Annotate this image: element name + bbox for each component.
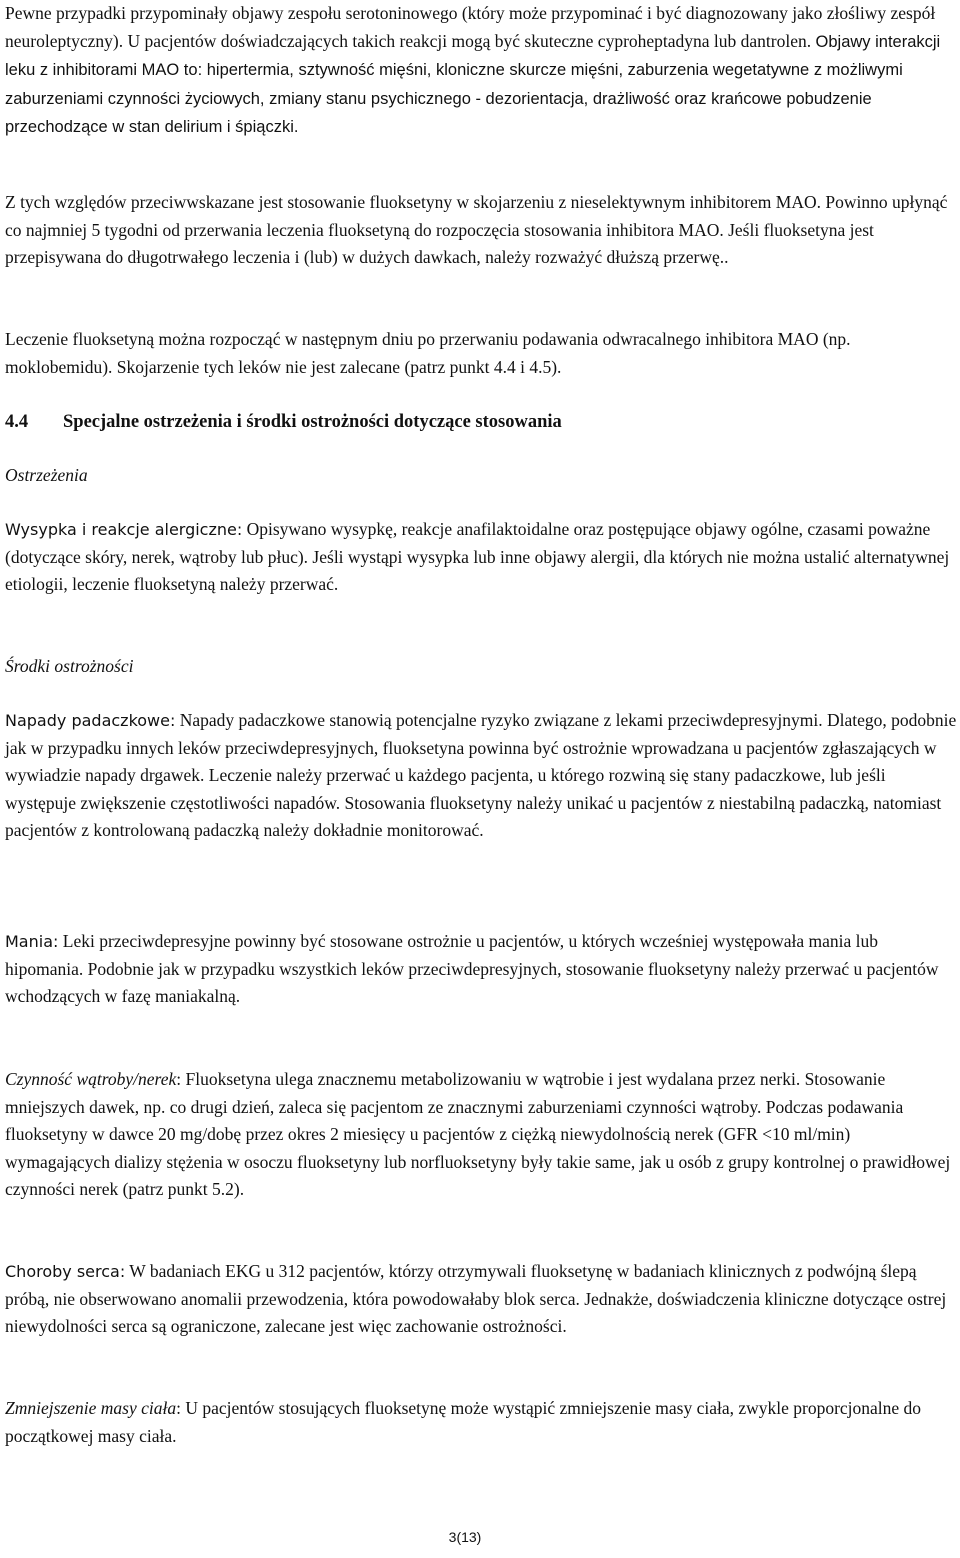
mania-paragraph <box>5 928 957 1011</box>
heart-label: Choroby serca: <box>5 1262 126 1281</box>
rash-label: Wysypka i reakcje alergiczne: <box>5 520 243 539</box>
warnings-heading: Ostrzeżenia <box>5 465 88 485</box>
serotonin-paragraph <box>5 0 957 142</box>
heart-text: W badaniach EKG u 312 pacjentów, którzy otrzymywali fluoksetynę w badaniach klinicznych z podwójną ślepą próbą, nie obserwowano anomalii przewodzenia, która powodowałaby blok serca. Jednakże, doświadczenia kliniczne dotyczące ostrej niewydolności serca są ograniczone, zalecane jest więc zachowanie ostrożności. <box>5 1261 947 1336</box>
rash-text: Opisywano wysypkę, reakcje anafilaktoidalne oraz postępujące objawy ogólne, czasami poważne (dotyczące skóry, nerek, wątroby lub płuc). Jeśli wystąpi wysypka lub inne objawy alergii, dla których nie można ustalić alternatywnej etiologii, leczenie fluoksetyną należy przerwać. <box>5 519 950 594</box>
weight-label: Zmniejszenie masy ciała <box>5 1398 177 1418</box>
mania-text: Leki przeciwdepresyjne powinny być stosowane ostrożnie u pacjentów, u których wcześniej występowała mania lub hipomania. Podobnie jak w przypadku wszystkich leków przeciwdepresyjnych, stosowanie fluoksetyny należy przerwać u pacjentów wchodzących w fazę maniakalną. <box>5 931 939 1006</box>
weight-paragraph <box>5 1395 957 1450</box>
section-title: Specjalne ostrzeżenia i środki ostrożności dotyczące stosowania <box>63 412 562 432</box>
seizures-paragraph <box>5 707 957 845</box>
weight-text: : U pacjentów stosujących fluoksetynę może wystąpić zmniejszenie masy ciała, zwykle proporcjonalne do początkowej masy ciała. <box>5 1398 922 1446</box>
seizures-text: Napady padaczkowe stanowią potencjalne ryzyko związane z lekami przeciwdepresyjnymi. Dlatego, podobnie jak w przypadku innych leków przeciwdepresyjnych, fluoksetyna powinna być ostrożnie wprowadzana u pacjentów zgłaszających w wywiadzie napady drgawek. Leczenie należy przerwać u każdego pacjenta, u którego rozwiną się stany padaczkowe, lub jeśli występuje zwiększenie częstotliwości napadów. Stosowania fluoksetyny należy unikać u pacjentów z niestabilną padaczką, natomiast pacjentów z kontrolowaną padaczką należy dokładnie monitorować. <box>5 710 957 840</box>
mania-label: Mania: <box>5 932 59 951</box>
page-footer <box>0 1529 960 1545</box>
liver-kidney-label: Czynność wątroby/nerek <box>5 1069 177 1089</box>
mao-contraindication-paragraph: Z tych względów przeciwwskazane jest stosowanie fluoksetyny w skojarzeniu z nieselektywnym inhibitorem MAO. Powinno upłynąć co najmniej 5 tygodni od przerwania leczenia fluoksetyną do rozpoczęcia stosowania inhibitora MAO. Jeśli fluoksetyna jest przepisywana do długotrwałego leczenia i (lub) w dużych dawkach, należy rozważyć dłuższą przerwę.. <box>5 192 948 267</box>
section-number: 4.4 <box>5 412 29 432</box>
rash-paragraph <box>5 516 957 599</box>
section-heading <box>5 408 957 436</box>
page-number: 3(13) <box>448 1529 482 1545</box>
reversible-mao-paragraph: Leczenie fluoksetyną można rozpocząć w następnym dniu po przerwaniu podawania odwracalnego inhibitora MAO (np. moklobemidu). Skojarzenie tych leków nie jest zalecane (patrz punkt 4.4 i 4.5). <box>5 329 851 377</box>
serotonin-text: Pewne przypadki przypominały objawy zespołu serotoninowego (który może przypominać i być diagnozowany jako złośliwy zespół neuroleptyczny). U pacjentów doświadczających takich reakcji mogą być skuteczne cyproheptadyna lub dantrolen. <box>5 3 936 51</box>
precautions-heading: Środki ostrożności <box>5 656 134 676</box>
seizures-label: Napady padaczkowe: <box>5 711 176 730</box>
liver-kidney-paragraph <box>5 1066 957 1204</box>
mao-interaction-symptoms-text: Objawy interakcji leku z inhibitorami MAO to: hipertermia, sztywność mięśni, kloniczne skurcze mięśni, zaburzenia wegetatywne z możliwymi zaburzeniami czynności życiowych, zmiany stanu psychicznego - dezorientacja, drażliwość oraz krańcowe pobudzenie przechodzące w stan delirium i śpiączki. <box>5 32 941 136</box>
heart-paragraph <box>5 1258 957 1341</box>
liver-kidney-text: : Fluoksetyna ulega znacznemu metabolizowaniu w wątrobie i jest wydalana przez nerki. Stosowanie mniejszych dawek, np. co drugi dzień, zaleca się pacjentom ze znacznymi zaburzeniami czynności wątroby. Podczas podawania fluoksetyny w dawce 20 mg/dobę przez okres 2 miesięcy u pacjentów z ciężką niewydolnością nerek (GFR <10 ml/min) wymagających dializy stężenia w osoczu fluoksetyny lub norfluoksetyny były takie same, jak u osób z grupy kontrolnej o prawidłowej czynności nerek (patrz punkt 5.2). <box>5 1069 951 1199</box>
